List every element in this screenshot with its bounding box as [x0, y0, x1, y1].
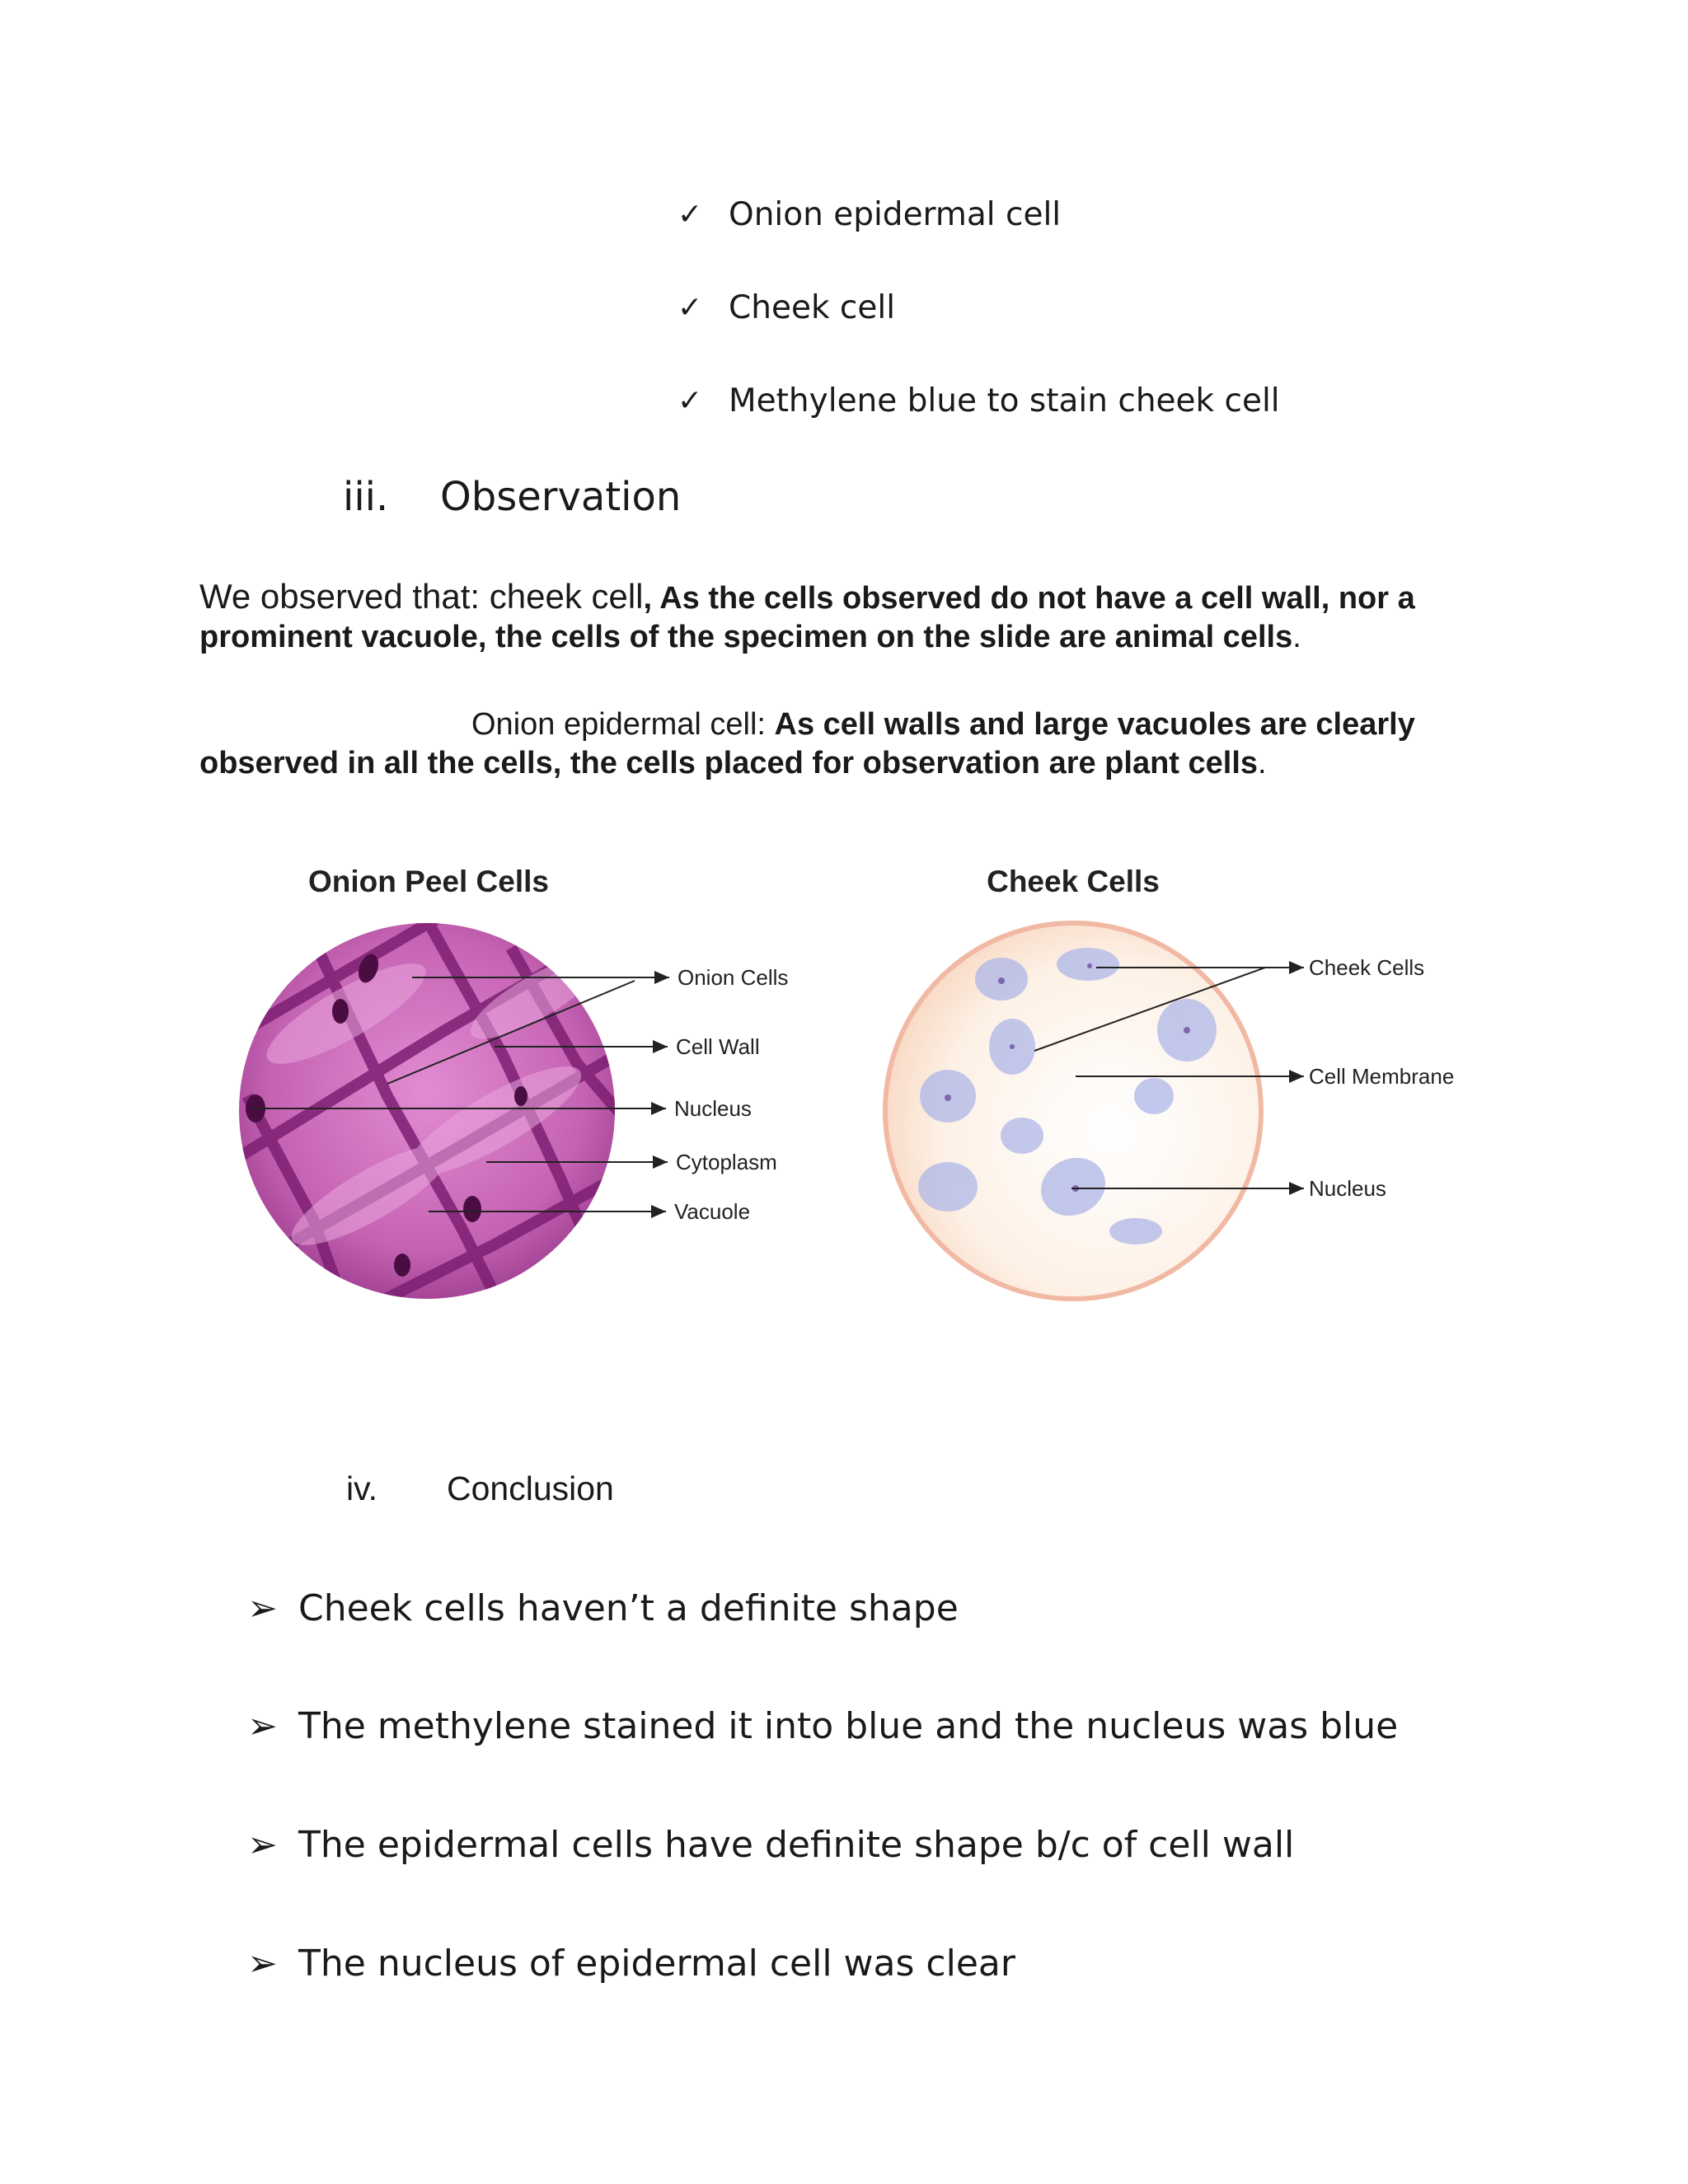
check-icon: ✓: [678, 198, 703, 232]
cheek-observation-bold: , As the cells observed do not have a cell wall, nor a prominent vacuole, the cells of the specimen on the slide are animal cells: [199, 581, 1415, 654]
cheek-cells-image: [885, 923, 1261, 1299]
conclusion-item-text: The methylene stained it into blue and the nucleus was blue: [298, 1705, 1399, 1747]
conclusion-item-text: Cheek cells haven’t a definite shape: [298, 1587, 959, 1629]
section-title: Observation: [440, 474, 682, 520]
onion-label: Onion Cells: [678, 965, 789, 990]
onion-observation-bold: As cell walls and large vacuoles are clearly observed in all the cells, the cells placed for observation are plant cells: [199, 707, 1415, 780]
arrow-bullet-icon: ➢: [247, 1943, 278, 1985]
cheek-label: Cell Membrane: [1309, 1064, 1455, 1089]
materials-item: [678, 289, 895, 326]
cheek-diagram-title: Cheek Cells: [987, 865, 1160, 898]
cheek-observation-paragraph: [199, 577, 1493, 657]
materials-item: [678, 196, 1061, 233]
onion-diagram-title: Onion Peel Cells: [308, 865, 549, 898]
arrow-bullet-icon: ➢: [247, 1824, 278, 1866]
cheek-observation-end: .: [1292, 620, 1301, 654]
cell-diagram-figure: [0, 849, 1688, 1327]
check-icon: ✓: [678, 291, 703, 325]
observation-heading: [343, 474, 837, 523]
conclusion-item-text: The nucleus of epidermal cell was clear: [298, 1943, 1015, 1985]
arrow-bullet-icon: ➢: [247, 1705, 278, 1747]
onion-cells-image: [231, 849, 659, 1327]
onion-label: Cell Wall: [676, 1034, 760, 1059]
cheek-observation-lead: We observed that: cheek cell: [199, 577, 644, 616]
section-number: iii.: [343, 474, 389, 520]
onion-label: Cytoplasm: [676, 1150, 777, 1174]
cheek-label: Nucleus: [1309, 1176, 1386, 1201]
onion-label: Vacuole: [674, 1199, 751, 1224]
onion-observation-end: .: [1258, 746, 1267, 780]
section-number: iv.: [346, 1469, 377, 1507]
materials-item-text: Methylene blue to stain cheek cell: [729, 382, 1280, 419]
materials-item-text: Cheek cell: [729, 289, 896, 326]
conclusion-heading: [346, 1469, 841, 1516]
conclusion-item: [247, 1587, 959, 1629]
arrow-bullet-icon: ➢: [247, 1587, 278, 1629]
conclusion-item: [247, 1705, 1398, 1747]
check-icon: ✓: [678, 384, 703, 418]
conclusion-item-text: The epidermal cells have definite shape b/c of cell wall: [298, 1824, 1295, 1866]
cheek-label: Cheek Cells: [1309, 955, 1425, 980]
section-title: Conclusion: [447, 1469, 614, 1507]
onion-label: Nucleus: [674, 1096, 752, 1121]
conclusion-item: [247, 1943, 1015, 1985]
onion-observation-lead: Onion epidermal cell:: [471, 707, 775, 742]
conclusion-item: [247, 1824, 1294, 1866]
materials-item-text: Onion epidermal cell: [729, 196, 1062, 233]
onion-observation-paragraph: [199, 705, 1493, 783]
materials-item: [678, 382, 1280, 419]
